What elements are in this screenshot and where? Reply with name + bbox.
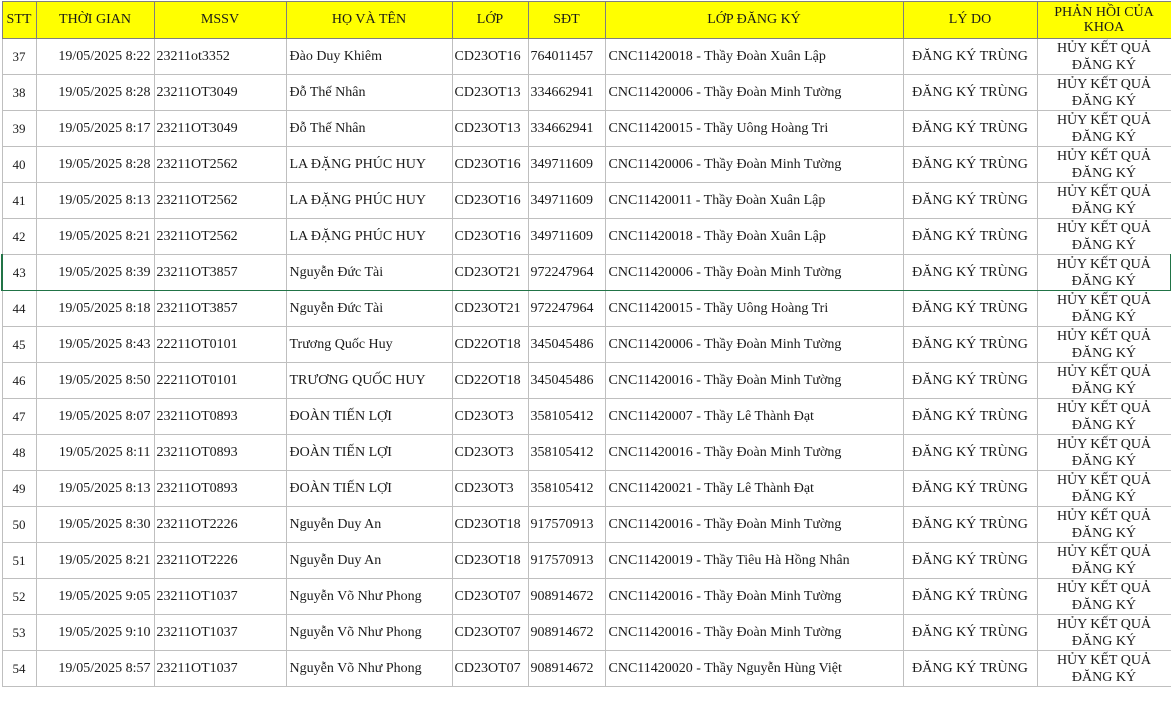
cell-name[interactable]: Nguyễn Đức Tài: [286, 291, 452, 327]
cell-phone[interactable]: 358105412: [528, 471, 605, 507]
cell-name[interactable]: Nguyễn Đức Tài: [286, 255, 452, 291]
table-row: [2, 363, 1171, 399]
cell-phone[interactable]: 334662941: [528, 75, 605, 111]
cell-time[interactable]: 19/05/2025 8:50: [36, 363, 154, 399]
cell-stt[interactable]: 39: [2, 111, 36, 147]
cell-class[interactable]: CD23OT16: [452, 39, 528, 75]
header-phone[interactable]: SĐT: [528, 2, 605, 39]
header-stt[interactable]: STT: [2, 2, 36, 39]
cell-mssv[interactable]: 23211OT1037: [154, 651, 286, 687]
cell-stt[interactable]: 50: [2, 507, 36, 543]
cell-name[interactable]: Nguyễn Duy An: [286, 543, 452, 579]
cell-registered-class[interactable]: CNC11420016 - Thầy Đoàn Minh Tường: [605, 579, 903, 615]
cell-stt[interactable]: 48: [2, 435, 36, 471]
cell-response[interactable]: HỦY KẾT QUẢ ĐĂNG KÝ: [1037, 255, 1171, 291]
cell-phone[interactable]: 358105412: [528, 435, 605, 471]
header-name[interactable]: HỌ VÀ TÊN: [286, 2, 452, 39]
cell-time[interactable]: 19/05/2025 9:10: [36, 615, 154, 651]
cell-phone[interactable]: 917570913: [528, 543, 605, 579]
cell-stt[interactable]: 38: [2, 75, 36, 111]
cell-name[interactable]: Đỗ Thế Nhân: [286, 75, 452, 111]
cell-name[interactable]: TRƯƠNG QUỐC HUY: [286, 363, 452, 399]
cell-mssv[interactable]: 23211OT2226: [154, 507, 286, 543]
cell-name[interactable]: Nguyễn Võ Như Phong: [286, 651, 452, 687]
cell-stt[interactable]: 51: [2, 543, 36, 579]
cell-class[interactable]: CD22OT18: [452, 327, 528, 363]
cell-mssv[interactable]: 23211OT3049: [154, 75, 286, 111]
cell-stt[interactable]: 54: [2, 651, 36, 687]
cell-class[interactable]: CD23OT07: [452, 651, 528, 687]
cell-phone[interactable]: 972247964: [528, 255, 605, 291]
cell-response[interactable]: HỦY KẾT QUẢ ĐĂNG KÝ: [1037, 219, 1171, 255]
cell-reason[interactable]: ĐĂNG KÝ TRÙNG: [903, 507, 1037, 543]
cell-response[interactable]: HỦY KẾT QUẢ ĐĂNG KÝ: [1037, 39, 1171, 75]
table-row: [2, 75, 1171, 111]
cell-time[interactable]: 19/05/2025 8:17: [36, 111, 154, 147]
cell-class[interactable]: CD23OT07: [452, 615, 528, 651]
cell-stt[interactable]: 42: [2, 219, 36, 255]
cell-mssv[interactable]: 23211OT3857: [154, 291, 286, 327]
table-row: [2, 399, 1171, 435]
cell-phone[interactable]: 334662941: [528, 111, 605, 147]
cell-stt[interactable]: 40: [2, 147, 36, 183]
table-row: [2, 327, 1171, 363]
cell-mssv[interactable]: 23211OT2562: [154, 147, 286, 183]
cell-registered-class[interactable]: CNC11420020 - Thầy Nguyễn Hùng Việt: [605, 651, 903, 687]
cell-class[interactable]: CD23OT21: [452, 291, 528, 327]
cell-stt[interactable]: 44: [2, 291, 36, 327]
cell-class[interactable]: CD23OT16: [452, 147, 528, 183]
cell-mssv[interactable]: 22211OT0101: [154, 363, 286, 399]
cell-response[interactable]: HỦY KẾT QUẢ ĐĂNG KÝ: [1037, 75, 1171, 111]
cell-registered-class[interactable]: CNC11420006 - Thầy Đoàn Minh Tường: [605, 255, 903, 291]
cell-phone[interactable]: 345045486: [528, 363, 605, 399]
table-body: [2, 39, 1171, 687]
cell-response[interactable]: HỦY KẾT QUẢ ĐĂNG KÝ: [1037, 183, 1171, 219]
cell-stt[interactable]: 41: [2, 183, 36, 219]
cell-response[interactable]: HỦY KẾT QUẢ ĐĂNG KÝ: [1037, 327, 1171, 363]
cell-time[interactable]: 19/05/2025 8:43: [36, 327, 154, 363]
cell-mssv[interactable]: 23211OT0893: [154, 399, 286, 435]
header-reason[interactable]: LÝ DO: [903, 2, 1037, 39]
table-row: [2, 471, 1171, 507]
cell-name[interactable]: Nguyễn Võ Như Phong: [286, 615, 452, 651]
cell-response[interactable]: HỦY KẾT QUẢ ĐĂNG KÝ: [1037, 399, 1171, 435]
cell-phone[interactable]: 345045486: [528, 327, 605, 363]
cell-phone[interactable]: 908914672: [528, 579, 605, 615]
table-row: [2, 111, 1171, 147]
cell-registered-class[interactable]: CNC11420015 - Thầy Uông Hoàng Tri: [605, 291, 903, 327]
cell-reason[interactable]: ĐĂNG KÝ TRÙNG: [903, 579, 1037, 615]
cell-response[interactable]: HỦY KẾT QUẢ ĐĂNG KÝ: [1037, 435, 1171, 471]
cell-class[interactable]: CD23OT16: [452, 183, 528, 219]
cell-registered-class[interactable]: CNC11420016 - Thầy Đoàn Minh Tường: [605, 363, 903, 399]
cell-registered-class[interactable]: CNC11420016 - Thầy Đoàn Minh Tường: [605, 507, 903, 543]
cell-name[interactable]: Đỗ Thế Nhân: [286, 111, 452, 147]
cell-name[interactable]: LA ĐẶNG PHÚC HUY: [286, 147, 452, 183]
cell-reason[interactable]: ĐĂNG KÝ TRÙNG: [903, 543, 1037, 579]
cell-stt[interactable]: 45: [2, 327, 36, 363]
header-registered-class[interactable]: LỚP ĐĂNG KÝ: [605, 2, 903, 39]
cell-time[interactable]: 19/05/2025 8:13: [36, 183, 154, 219]
cell-response[interactable]: HỦY KẾT QUẢ ĐĂNG KÝ: [1037, 543, 1171, 579]
cell-registered-class[interactable]: CNC11420006 - Thầy Đoàn Minh Tường: [605, 327, 903, 363]
cell-mssv[interactable]: 23211OT2562: [154, 219, 286, 255]
cell-registered-class[interactable]: CNC11420016 - Thầy Đoàn Minh Tường: [605, 435, 903, 471]
cell-time[interactable]: 19/05/2025 8:28: [36, 75, 154, 111]
cell-class[interactable]: CD23OT07: [452, 579, 528, 615]
table-row: [2, 291, 1171, 327]
cell-time[interactable]: 19/05/2025 8:57: [36, 651, 154, 687]
cell-phone[interactable]: 917570913: [528, 507, 605, 543]
cell-stt[interactable]: 52: [2, 579, 36, 615]
cell-mssv[interactable]: 23211OT1037: [154, 615, 286, 651]
registration-table: [1, 1, 1171, 687]
cell-reason[interactable]: ĐĂNG KÝ TRÙNG: [903, 615, 1037, 651]
cell-mssv[interactable]: 23211ot3352: [154, 39, 286, 75]
cell-response[interactable]: HỦY KẾT QUẢ ĐĂNG KÝ: [1037, 147, 1171, 183]
cell-class[interactable]: CD23OT3: [452, 435, 528, 471]
table-row: [2, 219, 1171, 255]
cell-response[interactable]: HỦY KẾT QUẢ ĐĂNG KÝ: [1037, 579, 1171, 615]
cell-registered-class[interactable]: CNC11420016 - Thầy Đoàn Minh Tường: [605, 615, 903, 651]
cell-phone[interactable]: 908914672: [528, 651, 605, 687]
cell-class[interactable]: CD23OT13: [452, 111, 528, 147]
cell-response[interactable]: HỦY KẾT QUẢ ĐĂNG KÝ: [1037, 651, 1171, 687]
table-row: [2, 183, 1171, 219]
cell-response[interactable]: HỦY KẾT QUẢ ĐĂNG KÝ: [1037, 111, 1171, 147]
cell-registered-class[interactable]: CNC11420015 - Thầy Uông Hoàng Tri: [605, 111, 903, 147]
cell-class[interactable]: CD22OT18: [452, 363, 528, 399]
cell-time[interactable]: 19/05/2025 8:21: [36, 543, 154, 579]
cell-mssv[interactable]: 23211OT3049: [154, 111, 286, 147]
cell-class[interactable]: CD23OT16: [452, 219, 528, 255]
cell-reason[interactable]: ĐĂNG KÝ TRÙNG: [903, 471, 1037, 507]
cell-reason[interactable]: ĐĂNG KÝ TRÙNG: [903, 147, 1037, 183]
table-row: [2, 651, 1171, 687]
cell-time[interactable]: 19/05/2025 8:30: [36, 507, 154, 543]
cell-time[interactable]: 19/05/2025 9:05: [36, 579, 154, 615]
cell-mssv[interactable]: 23211OT0893: [154, 435, 286, 471]
cell-class[interactable]: CD23OT21: [452, 255, 528, 291]
table-row: [2, 435, 1171, 471]
table-row: [2, 39, 1171, 75]
cell-registered-class[interactable]: CNC11420007 - Thầy Lê Thành Đạt: [605, 399, 903, 435]
cell-name[interactable]: Trương Quốc Huy: [286, 327, 452, 363]
cell-time[interactable]: 19/05/2025 8:18: [36, 291, 154, 327]
cell-class[interactable]: CD23OT18: [452, 507, 528, 543]
cell-reason[interactable]: ĐĂNG KÝ TRÙNG: [903, 327, 1037, 363]
cell-reason[interactable]: ĐĂNG KÝ TRÙNG: [903, 255, 1037, 291]
cell-mssv[interactable]: 23211OT2226: [154, 543, 286, 579]
cell-name[interactable]: ĐOÀN TIẾN LỢI: [286, 435, 452, 471]
cell-mssv[interactable]: 23211OT2562: [154, 183, 286, 219]
cell-class[interactable]: CD23OT13: [452, 75, 528, 111]
cell-stt[interactable]: 37: [2, 39, 36, 75]
cell-registered-class[interactable]: CNC11420021 - Thầy Lê Thành Đạt: [605, 471, 903, 507]
cell-reason[interactable]: ĐĂNG KÝ TRÙNG: [903, 651, 1037, 687]
cell-registered-class[interactable]: CNC11420006 - Thầy Đoàn Minh Tường: [605, 75, 903, 111]
cell-mssv[interactable]: 23211OT3857: [154, 255, 286, 291]
header-response[interactable]: PHẢN HỒI CỦA KHOA: [1037, 2, 1171, 39]
cell-phone[interactable]: 358105412: [528, 399, 605, 435]
table-row: [2, 507, 1171, 543]
cell-phone[interactable]: 349711609: [528, 183, 605, 219]
cell-mssv[interactable]: 23211OT0893: [154, 471, 286, 507]
cell-time[interactable]: 19/05/2025 8:13: [36, 471, 154, 507]
table-row: [2, 579, 1171, 615]
cell-name[interactable]: ĐOÀN TIẾN LỢI: [286, 399, 452, 435]
cell-response[interactable]: HỦY KẾT QUẢ ĐĂNG KÝ: [1037, 363, 1171, 399]
cell-class[interactable]: CD23OT18: [452, 543, 528, 579]
cell-reason[interactable]: ĐĂNG KÝ TRÙNG: [903, 111, 1037, 147]
cell-registered-class[interactable]: CNC11420011 - Thầy Đoàn Xuân Lập: [605, 183, 903, 219]
header-class[interactable]: LỚP: [452, 2, 528, 39]
cell-class[interactable]: CD23OT3: [452, 399, 528, 435]
cell-class[interactable]: CD23OT3: [452, 471, 528, 507]
cell-stt[interactable]: 46: [2, 363, 36, 399]
cell-reason[interactable]: ĐĂNG KÝ TRÙNG: [903, 363, 1037, 399]
cell-reason[interactable]: ĐĂNG KÝ TRÙNG: [903, 183, 1037, 219]
cell-reason[interactable]: ĐĂNG KÝ TRÙNG: [903, 75, 1037, 111]
cell-time[interactable]: 19/05/2025 8:22: [36, 39, 154, 75]
cell-reason[interactable]: ĐĂNG KÝ TRÙNG: [903, 435, 1037, 471]
cell-phone[interactable]: 972247964: [528, 291, 605, 327]
table-row: [2, 615, 1171, 651]
table-row: [2, 255, 1171, 291]
cell-reason[interactable]: ĐĂNG KÝ TRÙNG: [903, 399, 1037, 435]
cell-name[interactable]: LA ĐẶNG PHÚC HUY: [286, 183, 452, 219]
header-mssv[interactable]: MSSV: [154, 2, 286, 39]
cell-stt[interactable]: 49: [2, 471, 36, 507]
cell-name[interactable]: Nguyễn Duy An: [286, 507, 452, 543]
cell-registered-class[interactable]: CNC11420018 - Thầy Đoàn Xuân Lập: [605, 219, 903, 255]
cell-response[interactable]: HỦY KẾT QUẢ ĐĂNG KÝ: [1037, 615, 1171, 651]
cell-stt[interactable]: 47: [2, 399, 36, 435]
cell-mssv[interactable]: 22211OT0101: [154, 327, 286, 363]
cell-phone[interactable]: 908914672: [528, 615, 605, 651]
cell-stt[interactable]: 53: [2, 615, 36, 651]
cell-registered-class[interactable]: CNC11420018 - Thầy Đoàn Xuân Lập: [605, 39, 903, 75]
cell-registered-class[interactable]: CNC11420019 - Thầy Tiêu Hà Hồng Nhân: [605, 543, 903, 579]
cell-time[interactable]: 19/05/2025 8:28: [36, 147, 154, 183]
cell-reason[interactable]: ĐĂNG KÝ TRÙNG: [903, 291, 1037, 327]
cell-time[interactable]: 19/05/2025 8:11: [36, 435, 154, 471]
table-row: [2, 147, 1171, 183]
cell-response[interactable]: HỦY KẾT QUẢ ĐĂNG KÝ: [1037, 471, 1171, 507]
cell-time[interactable]: 19/05/2025 8:07: [36, 399, 154, 435]
cell-name[interactable]: ĐOÀN TIẾN LỢI: [286, 471, 452, 507]
cell-name[interactable]: Đào Duy Khiêm: [286, 39, 452, 75]
cell-phone[interactable]: 764011457: [528, 39, 605, 75]
table-row: [2, 543, 1171, 579]
cell-stt[interactable]: 43: [2, 255, 36, 291]
cell-response[interactable]: HỦY KẾT QUẢ ĐĂNG KÝ: [1037, 507, 1171, 543]
header-row: [2, 2, 1171, 39]
cell-registered-class[interactable]: CNC11420006 - Thầy Đoàn Minh Tường: [605, 147, 903, 183]
cell-time[interactable]: 19/05/2025 8:39: [36, 255, 154, 291]
cell-phone[interactable]: 349711609: [528, 147, 605, 183]
cell-time[interactable]: 19/05/2025 8:21: [36, 219, 154, 255]
cell-phone[interactable]: 349711609: [528, 219, 605, 255]
cell-reason[interactable]: ĐĂNG KÝ TRÙNG: [903, 39, 1037, 75]
cell-reason[interactable]: ĐĂNG KÝ TRÙNG: [903, 219, 1037, 255]
cell-name[interactable]: Nguyễn Võ Như Phong: [286, 579, 452, 615]
cell-mssv[interactable]: 23211OT1037: [154, 579, 286, 615]
cell-response[interactable]: HỦY KẾT QUẢ ĐĂNG KÝ: [1037, 291, 1171, 327]
header-time[interactable]: THỜI GIAN: [36, 2, 154, 39]
cell-name[interactable]: LA ĐẶNG PHÚC HUY: [286, 219, 452, 255]
